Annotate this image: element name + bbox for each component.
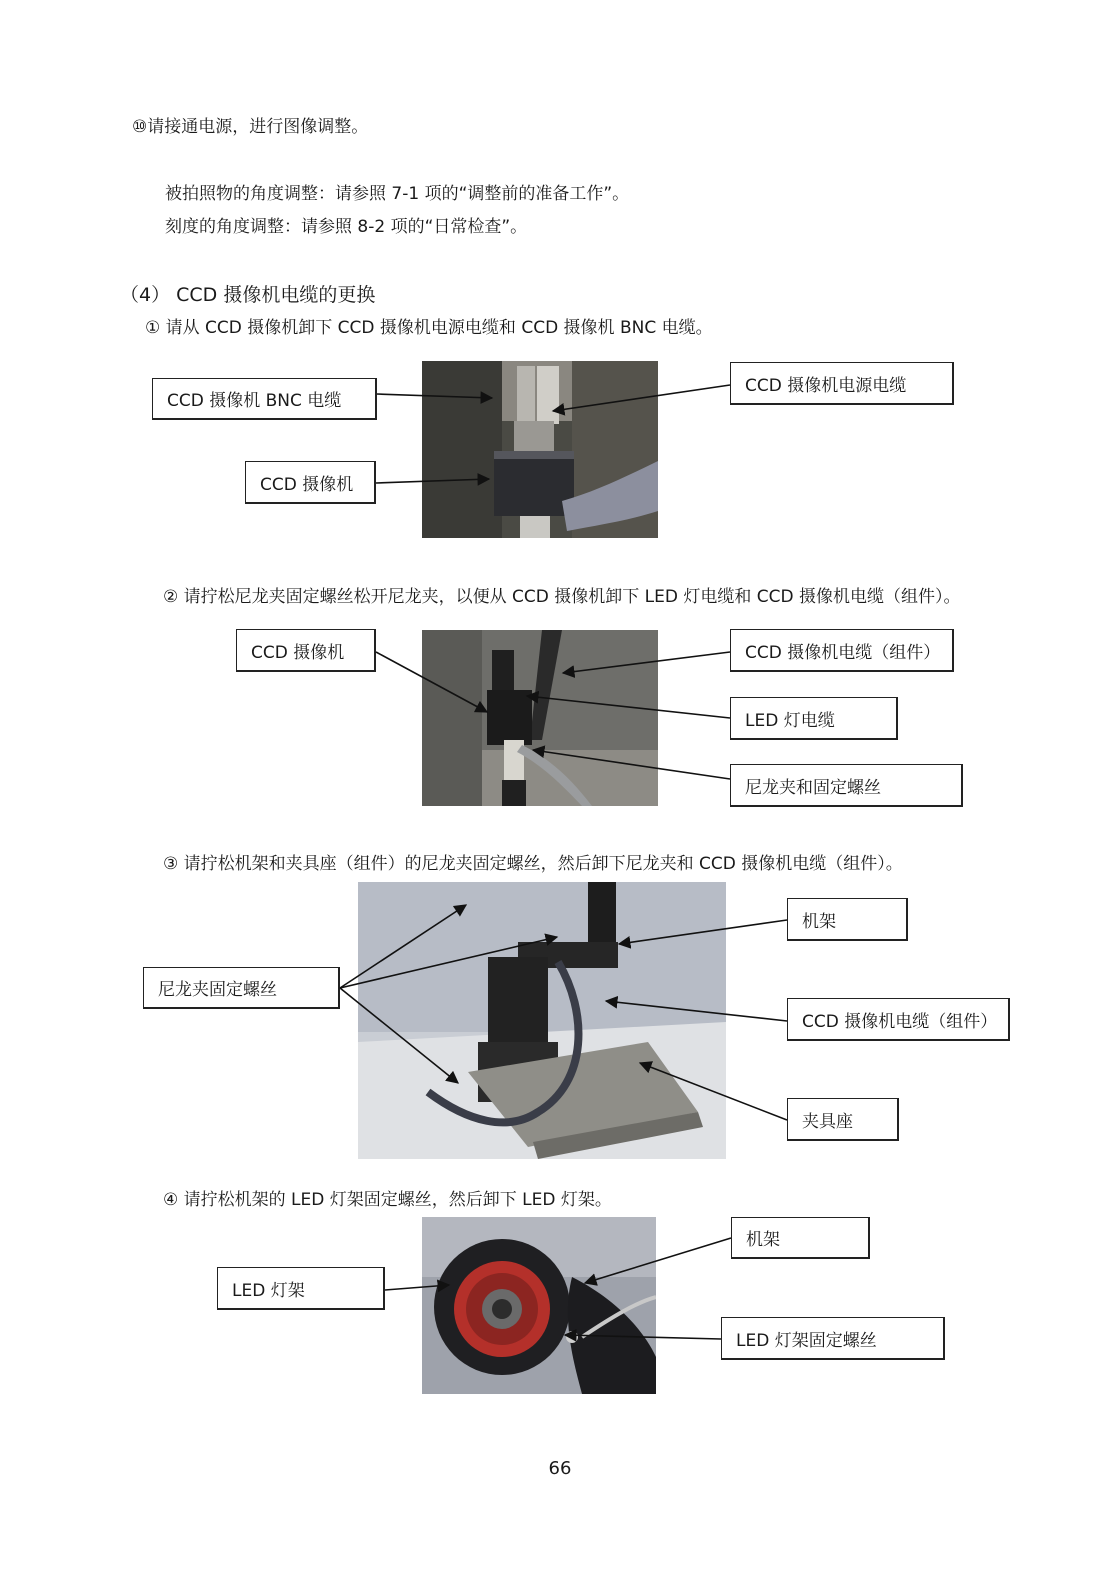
callout-camera-cable-assembly: CCD 摄像机电缆（组件）	[730, 629, 954, 672]
camera-cable-photo-1	[422, 361, 658, 538]
step4-instruction: ④ 请拧松机架的 LED 灯架固定螺丝，然后卸下 LED 灯架。	[163, 1190, 612, 1210]
step10-instruction: ⑩请接通电源，进行图像调整。	[132, 117, 369, 137]
callout-nylon-clamp-screw-2: 尼龙夹固定螺丝	[143, 967, 340, 1009]
section-4-heading: （4） CCD 摄像机电缆的更换	[120, 284, 376, 306]
led-holder-photo	[422, 1217, 656, 1394]
step3-instruction: ③ 请拧松机架和夹具座（组件）的尼龙夹固定螺丝，然后卸下尼龙夹和 CCD 摄像机电缆（组件）。	[163, 854, 903, 874]
callout-nylon-clamp-screw: 尼龙夹和固定螺丝	[730, 764, 963, 807]
callout-power-cable: CCD 摄像机电源电缆	[730, 362, 954, 405]
step2-instruction: ② 请拧松尼龙夹固定螺丝松开尼龙夹，以便从 CCD 摄像机卸下 LED 灯电缆和 CCD 摄像机电缆（组件）。	[163, 587, 961, 607]
callout-bnc-cable: CCD 摄像机 BNC 电缆	[152, 378, 377, 420]
step10-reference-scale-angle: 刻度的角度调整：请参照 8-2 项的“日常检查”。	[165, 217, 528, 237]
callout-ccd-camera: CCD 摄像机	[245, 461, 376, 504]
page-number: 66	[548, 1458, 572, 1479]
callout-led-holder-screw: LED 灯架固定螺丝	[721, 1317, 945, 1360]
step10-reference-object-angle: 被拍照物的角度调整：请参照 7-1 项的“调整前的准备工作”。	[165, 184, 630, 204]
callout-frame-2: 机架	[731, 1217, 870, 1259]
camera-cable-photo-2	[422, 630, 658, 806]
callout-camera-cable-assembly-2: CCD 摄像机电缆（组件）	[787, 998, 1010, 1041]
callout-ccd-camera-2: CCD 摄像机	[236, 629, 376, 672]
step1-instruction: ① 请从 CCD 摄像机卸下 CCD 摄像机电源电缆和 CCD 摄像机 BNC 电缆。	[145, 318, 713, 338]
callout-led-holder: LED 灯架	[217, 1267, 385, 1310]
frame-fixture-photo	[358, 882, 726, 1159]
callout-fixture-base: 夹具座	[787, 1098, 899, 1141]
callout-led-cable: LED 灯电缆	[730, 697, 898, 740]
callout-frame: 机架	[787, 898, 908, 941]
